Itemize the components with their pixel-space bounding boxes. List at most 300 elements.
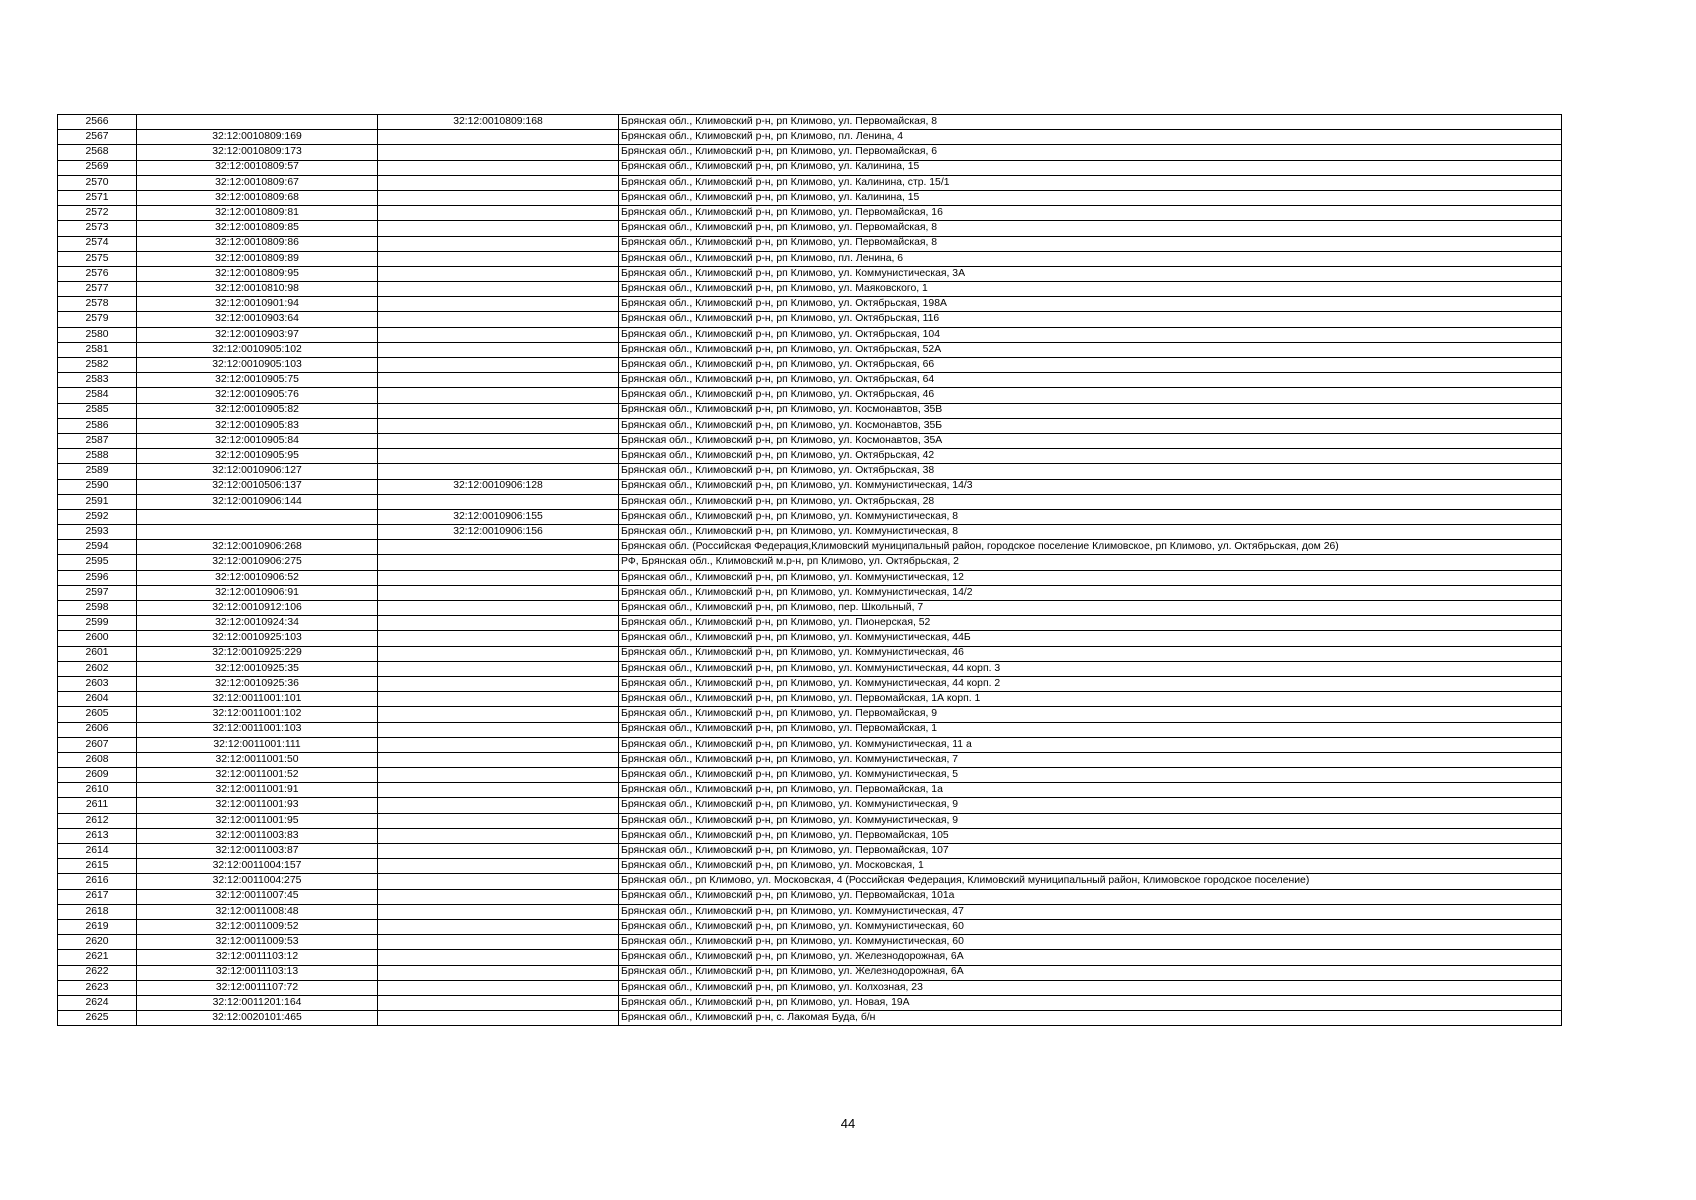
row-number-cell: 2578 bbox=[58, 297, 137, 312]
linked-cadastral-number-cell bbox=[378, 844, 619, 859]
table-row bbox=[58, 919, 1562, 934]
cadastral-number-cell: 32:12:0011007:45 bbox=[137, 889, 378, 904]
cadastral-number-cell: 32:12:0010906:52 bbox=[137, 570, 378, 585]
row-number-cell: 2594 bbox=[58, 540, 137, 555]
table-row bbox=[58, 221, 1562, 236]
row-number-cell: 2576 bbox=[58, 266, 137, 281]
row-number-cell: 2612 bbox=[58, 813, 137, 828]
table-row bbox=[58, 631, 1562, 646]
address-cell: Брянская обл., Климовский р-н, рп Климово, ул. Первомайская, 1 bbox=[619, 722, 1562, 737]
linked-cadastral-number-cell: 32:12:0010809:168 bbox=[378, 115, 619, 130]
cadastral-number-cell: 32:12:0010905:102 bbox=[137, 342, 378, 357]
linked-cadastral-number-cell bbox=[378, 251, 619, 266]
row-number-cell: 2604 bbox=[58, 692, 137, 707]
address-cell: Брянская обл., Климовский р-н, рп Климово, ул. Первомайская, 101а bbox=[619, 889, 1562, 904]
cadastral-number-cell: 32:12:0010906:275 bbox=[137, 555, 378, 570]
table-row bbox=[58, 373, 1562, 388]
address-cell: Брянская обл., Климовский р-н, рп Климово, ул. Коммунистическая, 60 bbox=[619, 935, 1562, 950]
address-cell: Брянская обл., Климовский р-н, рп Климово, ул. Октябрьская, 38 bbox=[619, 464, 1562, 479]
address-cell: Брянская обл., Климовский р-н, рп Климово, ул. Московская, 1 bbox=[619, 859, 1562, 874]
cadastral-number-cell: 32:12:0011003:87 bbox=[137, 844, 378, 859]
address-cell: Брянская обл., Климовский р-н, рп Климово, ул. Новая, 19А bbox=[619, 995, 1562, 1010]
linked-cadastral-number-cell bbox=[378, 160, 619, 175]
row-number-cell: 2605 bbox=[58, 707, 137, 722]
linked-cadastral-number-cell bbox=[378, 813, 619, 828]
linked-cadastral-number-cell bbox=[378, 995, 619, 1010]
linked-cadastral-number-cell bbox=[378, 585, 619, 600]
table-row bbox=[58, 783, 1562, 798]
cadastral-number-cell: 32:12:0011003:83 bbox=[137, 828, 378, 843]
table-row bbox=[58, 509, 1562, 524]
address-cell: Брянская обл., Климовский р-н, рп Климово, пл. Ленина, 6 bbox=[619, 251, 1562, 266]
address-cell: РФ, Брянская обл., Климовский м.р-н, рп Климово, ул. Октябрьская, 2 bbox=[619, 555, 1562, 570]
linked-cadastral-number-cell bbox=[378, 494, 619, 509]
row-number-cell: 2571 bbox=[58, 190, 137, 205]
address-cell: Брянская обл., Климовский р-н, рп Климово, ул. Коммунистическая, 9 bbox=[619, 798, 1562, 813]
table-row bbox=[58, 935, 1562, 950]
address-cell: Брянская обл., Климовский р-н, рп Климово, ул. Коммунистическая, 46 bbox=[619, 646, 1562, 661]
table-row bbox=[58, 616, 1562, 631]
linked-cadastral-number-cell bbox=[378, 828, 619, 843]
row-number-cell: 2585 bbox=[58, 403, 137, 418]
address-cell: Брянская обл., Климовский р-н, рп Климово, ул. Коммунистическая, 47 bbox=[619, 904, 1562, 919]
table-row bbox=[58, 160, 1562, 175]
linked-cadastral-number-cell bbox=[378, 904, 619, 919]
cadastral-number-cell: 32:12:0010809:95 bbox=[137, 266, 378, 281]
address-cell: Брянская обл., Климовский р-н, рп Климово, ул. Октябрьская, 66 bbox=[619, 358, 1562, 373]
address-cell: Брянская обл., Климовский р-н, рп Климово, ул. Октябрьская, 64 bbox=[619, 373, 1562, 388]
row-number-cell: 2586 bbox=[58, 418, 137, 433]
linked-cadastral-number-cell bbox=[378, 950, 619, 965]
table-row bbox=[58, 327, 1562, 342]
address-cell: Брянская обл., Климовский р-н, рп Климово, ул. Коммунистическая, 5 bbox=[619, 768, 1562, 783]
linked-cadastral-number-cell bbox=[378, 980, 619, 995]
table-row bbox=[58, 342, 1562, 357]
registry-table bbox=[57, 114, 1562, 1026]
cadastral-number-cell: 32:12:0010809:57 bbox=[137, 160, 378, 175]
cadastral-number-cell: 32:12:0010809:81 bbox=[137, 206, 378, 221]
cadastral-number-cell: 32:12:0010905:103 bbox=[137, 358, 378, 373]
address-cell: Брянская обл., Климовский р-н, рп Климово, ул. Космонавтов, 35Б bbox=[619, 418, 1562, 433]
cadastral-number-cell: 32:12:0010809:86 bbox=[137, 236, 378, 251]
address-cell: Брянская обл., Климовский р-н, рп Климово, ул. Октябрьская, 198А bbox=[619, 297, 1562, 312]
linked-cadastral-number-cell: 32:12:0010906:155 bbox=[378, 509, 619, 524]
address-cell: Брянская обл., Климовский р-н, рп Климово, ул. Первомайская, 6 bbox=[619, 145, 1562, 160]
linked-cadastral-number-cell bbox=[378, 692, 619, 707]
address-cell: Брянская обл., Климовский р-н, рп Климово, ул. Октябрьская, 116 bbox=[619, 312, 1562, 327]
linked-cadastral-number-cell bbox=[378, 327, 619, 342]
table-row bbox=[58, 358, 1562, 373]
table-row bbox=[58, 798, 1562, 813]
row-number-cell: 2592 bbox=[58, 509, 137, 524]
address-cell: Брянская обл., Климовский р-н, рп Климово, ул. Коммунистическая, 44 корп. 3 bbox=[619, 661, 1562, 676]
linked-cadastral-number-cell bbox=[378, 221, 619, 236]
table-row bbox=[58, 692, 1562, 707]
table-row bbox=[58, 418, 1562, 433]
address-cell: Брянская обл., Климовский р-н, рп Климово, ул. Коммунистическая, 11 а bbox=[619, 737, 1562, 752]
row-number-cell: 2623 bbox=[58, 980, 137, 995]
cadastral-number-cell: 32:12:0011001:52 bbox=[137, 768, 378, 783]
cadastral-number-cell: 32:12:0010905:95 bbox=[137, 449, 378, 464]
linked-cadastral-number-cell bbox=[378, 798, 619, 813]
table-row bbox=[58, 282, 1562, 297]
cadastral-number-cell bbox=[137, 509, 378, 524]
cadastral-number-cell: 32:12:0011103:12 bbox=[137, 950, 378, 965]
cadastral-number-cell: 32:12:0010906:144 bbox=[137, 494, 378, 509]
cadastral-number-cell: 32:12:0010905:83 bbox=[137, 418, 378, 433]
linked-cadastral-number-cell bbox=[378, 874, 619, 889]
address-cell: Брянская обл., Климовский р-н, рп Климово, ул. Первомайская, 105 bbox=[619, 828, 1562, 843]
address-cell: Брянская обл., Климовский р-н, рп Климово, ул. Колхозная, 23 bbox=[619, 980, 1562, 995]
cadastral-number-cell: 32:12:0011001:50 bbox=[137, 752, 378, 767]
cadastral-number-cell: 32:12:0010809:173 bbox=[137, 145, 378, 160]
table-row bbox=[58, 464, 1562, 479]
row-number-cell: 2590 bbox=[58, 479, 137, 494]
cadastral-number-cell: 32:12:0011001:103 bbox=[137, 722, 378, 737]
cadastral-number-cell: 32:12:0010925:36 bbox=[137, 676, 378, 691]
row-number-cell: 2614 bbox=[58, 844, 137, 859]
table-row bbox=[58, 206, 1562, 221]
row-number-cell: 2603 bbox=[58, 676, 137, 691]
cadastral-number-cell: 32:12:0011201:164 bbox=[137, 995, 378, 1010]
table-row bbox=[58, 889, 1562, 904]
table-row bbox=[58, 844, 1562, 859]
cadastral-number-cell: 32:12:0010809:85 bbox=[137, 221, 378, 236]
address-cell: Брянская обл., Климовский р-н, рп Климово, ул. Коммунистическая, 12 bbox=[619, 570, 1562, 585]
table-row bbox=[58, 768, 1562, 783]
address-cell: Брянская обл., Климовский р-н, рп Климово, ул. Железнодорожная, 6А bbox=[619, 965, 1562, 980]
table-row bbox=[58, 904, 1562, 919]
table-row bbox=[58, 661, 1562, 676]
row-number-cell: 2625 bbox=[58, 1011, 137, 1026]
cadastral-number-cell: 32:12:0010809:68 bbox=[137, 190, 378, 205]
row-number-cell: 2618 bbox=[58, 904, 137, 919]
cadastral-number-cell: 32:12:0010905:76 bbox=[137, 388, 378, 403]
cadastral-number-cell: 32:12:0011107:72 bbox=[137, 980, 378, 995]
row-number-cell: 2580 bbox=[58, 327, 137, 342]
row-number-cell: 2606 bbox=[58, 722, 137, 737]
table-row bbox=[58, 722, 1562, 737]
address-cell: Брянская обл., Климовский р-н, рп Климово, ул. Первомайская, 8 bbox=[619, 221, 1562, 236]
linked-cadastral-number-cell bbox=[378, 449, 619, 464]
address-cell: Брянская обл., Климовский р-н, с. Лакомая Буда, б/н bbox=[619, 1011, 1562, 1026]
cadastral-number-cell: 32:12:0011009:52 bbox=[137, 919, 378, 934]
table-row bbox=[58, 115, 1562, 130]
linked-cadastral-number-cell bbox=[378, 418, 619, 433]
cadastral-number-cell: 32:12:0010925:103 bbox=[137, 631, 378, 646]
linked-cadastral-number-cell bbox=[378, 737, 619, 752]
row-number-cell: 2596 bbox=[58, 570, 137, 585]
linked-cadastral-number-cell bbox=[378, 783, 619, 798]
linked-cadastral-number-cell bbox=[378, 676, 619, 691]
address-cell: Брянская обл., Климовский р-н, рп Климово, пл. Ленина, 4 bbox=[619, 130, 1562, 145]
linked-cadastral-number-cell: 32:12:0010906:128 bbox=[378, 479, 619, 494]
row-number-cell: 2582 bbox=[58, 358, 137, 373]
row-number-cell: 2591 bbox=[58, 494, 137, 509]
row-number-cell: 2567 bbox=[58, 130, 137, 145]
address-cell: Брянская обл., Климовский р-н, рп Климово, ул. Железнодорожная, 6А bbox=[619, 950, 1562, 965]
linked-cadastral-number-cell bbox=[378, 768, 619, 783]
row-number-cell: 2579 bbox=[58, 312, 137, 327]
linked-cadastral-number-cell bbox=[378, 297, 619, 312]
linked-cadastral-number-cell: 32:12:0010906:156 bbox=[378, 525, 619, 540]
table-row bbox=[58, 190, 1562, 205]
linked-cadastral-number-cell bbox=[378, 616, 619, 631]
linked-cadastral-number-cell bbox=[378, 919, 619, 934]
linked-cadastral-number-cell bbox=[378, 661, 619, 676]
linked-cadastral-number-cell bbox=[378, 859, 619, 874]
address-cell: Брянская обл., Климовский р-н, рп Климово, ул. Космонавтов, 35А bbox=[619, 433, 1562, 448]
table-row bbox=[58, 950, 1562, 965]
row-number-cell: 2600 bbox=[58, 631, 137, 646]
linked-cadastral-number-cell bbox=[378, 722, 619, 737]
linked-cadastral-number-cell bbox=[378, 236, 619, 251]
table-row bbox=[58, 813, 1562, 828]
linked-cadastral-number-cell bbox=[378, 388, 619, 403]
linked-cadastral-number-cell bbox=[378, 646, 619, 661]
cadastral-number-cell: 32:12:0010506:137 bbox=[137, 479, 378, 494]
linked-cadastral-number-cell bbox=[378, 190, 619, 205]
cadastral-number-cell: 32:12:0011001:111 bbox=[137, 737, 378, 752]
table-row bbox=[58, 297, 1562, 312]
cadastral-number-cell: 32:12:0010925:35 bbox=[137, 661, 378, 676]
cadastral-number-cell: 32:12:0010903:97 bbox=[137, 327, 378, 342]
linked-cadastral-number-cell bbox=[378, 889, 619, 904]
cadastral-number-cell: 32:12:0010912:106 bbox=[137, 601, 378, 616]
row-number-cell: 2621 bbox=[58, 950, 137, 965]
table-row bbox=[58, 980, 1562, 995]
cadastral-number-cell: 32:12:0011001:102 bbox=[137, 707, 378, 722]
row-number-cell: 2566 bbox=[58, 115, 137, 130]
linked-cadastral-number-cell bbox=[378, 935, 619, 950]
table-row bbox=[58, 388, 1562, 403]
address-cell: Брянская обл., Климовский р-н, рп Климово, ул. Октябрьская, 104 bbox=[619, 327, 1562, 342]
address-cell: Брянская обл., Климовский р-н, рп Климово, ул. Коммунистическая, 14/3 bbox=[619, 479, 1562, 494]
row-number-cell: 2569 bbox=[58, 160, 137, 175]
linked-cadastral-number-cell bbox=[378, 312, 619, 327]
cadastral-number-cell: 32:12:0010905:75 bbox=[137, 373, 378, 388]
linked-cadastral-number-cell bbox=[378, 433, 619, 448]
row-number-cell: 2587 bbox=[58, 433, 137, 448]
row-number-cell: 2577 bbox=[58, 282, 137, 297]
address-cell: Брянская обл., Климовский р-н, рп Климово, ул. Коммунистическая, 8 bbox=[619, 525, 1562, 540]
row-number-cell: 2568 bbox=[58, 145, 137, 160]
table-row bbox=[58, 479, 1562, 494]
linked-cadastral-number-cell bbox=[378, 631, 619, 646]
cadastral-number-cell: 32:12:0011001:91 bbox=[137, 783, 378, 798]
cadastral-number-cell: 32:12:0011001:95 bbox=[137, 813, 378, 828]
row-number-cell: 2598 bbox=[58, 601, 137, 616]
row-number-cell: 2609 bbox=[58, 768, 137, 783]
row-number-cell: 2622 bbox=[58, 965, 137, 980]
row-number-cell: 2617 bbox=[58, 889, 137, 904]
row-number-cell: 2574 bbox=[58, 236, 137, 251]
table-row bbox=[58, 312, 1562, 327]
table-row bbox=[58, 646, 1562, 661]
cadastral-number-cell: 32:12:0011103:13 bbox=[137, 965, 378, 980]
linked-cadastral-number-cell bbox=[378, 282, 619, 297]
address-cell: Брянская обл., Климовский р-н, рп Климово, ул. Октябрьская, 28 bbox=[619, 494, 1562, 509]
table-row bbox=[58, 601, 1562, 616]
linked-cadastral-number-cell bbox=[378, 464, 619, 479]
row-number-cell: 2570 bbox=[58, 175, 137, 190]
address-cell: Брянская обл., Климовский р-н, рп Климово, ул. Калинина, стр. 15/1 bbox=[619, 175, 1562, 190]
table-row bbox=[58, 707, 1562, 722]
address-cell: Брянская обл., Климовский р-н, рп Климово, ул. Первомайская, 9 bbox=[619, 707, 1562, 722]
address-cell: Брянская обл., Климовский р-н, рп Климово, ул. Первомайская, 107 bbox=[619, 844, 1562, 859]
table-row bbox=[58, 874, 1562, 889]
row-number-cell: 2616 bbox=[58, 874, 137, 889]
row-number-cell: 2610 bbox=[58, 783, 137, 798]
cadastral-number-cell: 32:12:0010924:34 bbox=[137, 616, 378, 631]
row-number-cell: 2581 bbox=[58, 342, 137, 357]
table-row bbox=[58, 585, 1562, 600]
linked-cadastral-number-cell bbox=[378, 707, 619, 722]
cadastral-number-cell: 32:12:0011009:53 bbox=[137, 935, 378, 950]
address-cell: Брянская обл., Климовский р-н, рп Климово, ул. Октябрьская, 52А bbox=[619, 342, 1562, 357]
table-row bbox=[58, 737, 1562, 752]
linked-cadastral-number-cell bbox=[378, 1011, 619, 1026]
address-cell: Брянская обл., Климовский р-н, рп Климово, ул. Калинина, 15 bbox=[619, 190, 1562, 205]
cadastral-number-cell: 32:12:0010905:82 bbox=[137, 403, 378, 418]
registry-table-body bbox=[58, 115, 1562, 1026]
row-number-cell: 2607 bbox=[58, 737, 137, 752]
table-row bbox=[58, 130, 1562, 145]
address-cell: Брянская обл., Климовский р-н, рп Климово, ул. Коммунистическая, 8 bbox=[619, 509, 1562, 524]
cadastral-number-cell: 32:12:0010905:84 bbox=[137, 433, 378, 448]
row-number-cell: 2597 bbox=[58, 585, 137, 600]
cadastral-number-cell: 32:12:0010906:91 bbox=[137, 585, 378, 600]
address-cell: Брянская обл., Климовский р-н, рп Климово, ул. Коммунистическая, 60 bbox=[619, 919, 1562, 934]
row-number-cell: 2615 bbox=[58, 859, 137, 874]
cadastral-number-cell: 32:12:0010906:127 bbox=[137, 464, 378, 479]
row-number-cell: 2573 bbox=[58, 221, 137, 236]
linked-cadastral-number-cell bbox=[378, 145, 619, 160]
address-cell: Брянская обл., Климовский р-н, рп Климово, ул. Коммунистическая, 7 bbox=[619, 752, 1562, 767]
row-number-cell: 2611 bbox=[58, 798, 137, 813]
cadastral-number-cell: 32:12:0010925:229 bbox=[137, 646, 378, 661]
address-cell: Брянская обл., Климовский р-н, рп Климово, ул. Космонавтов, 35В bbox=[619, 403, 1562, 418]
row-number-cell: 2572 bbox=[58, 206, 137, 221]
address-cell: Брянская обл., Климовский р-н, рп Климово, ул. Коммунистическая, 3А bbox=[619, 266, 1562, 281]
linked-cadastral-number-cell bbox=[378, 965, 619, 980]
linked-cadastral-number-cell bbox=[378, 342, 619, 357]
row-number-cell: 2583 bbox=[58, 373, 137, 388]
table-row bbox=[58, 251, 1562, 266]
cadastral-number-cell: 32:12:0011001:93 bbox=[137, 798, 378, 813]
address-cell: Брянская обл., Климовский р-н, рп Климово, ул. Первомайская, 8 bbox=[619, 236, 1562, 251]
table-row bbox=[58, 676, 1562, 691]
address-cell: Брянская обл., Климовский р-н, рп Климово, ул. Коммунистическая, 14/2 bbox=[619, 585, 1562, 600]
linked-cadastral-number-cell bbox=[378, 752, 619, 767]
address-cell: Брянская обл., Климовский р-н, рп Климово, пер. Школьный, 7 bbox=[619, 601, 1562, 616]
table-row bbox=[58, 433, 1562, 448]
linked-cadastral-number-cell bbox=[378, 601, 619, 616]
cadastral-number-cell: 32:12:0010809:89 bbox=[137, 251, 378, 266]
row-number-cell: 2613 bbox=[58, 828, 137, 843]
cadastral-number-cell: 32:12:0011004:275 bbox=[137, 874, 378, 889]
table-row bbox=[58, 995, 1562, 1010]
row-number-cell: 2602 bbox=[58, 661, 137, 676]
address-cell: Брянская обл., Климовский р-н, рп Климово, ул. Первомайская, 16 bbox=[619, 206, 1562, 221]
cadastral-number-cell bbox=[137, 115, 378, 130]
cadastral-number-cell: 32:12:0011001:101 bbox=[137, 692, 378, 707]
address-cell: Брянская обл., Климовский р-н, рп Климово, ул. Коммунистическая, 44 корп. 2 bbox=[619, 676, 1562, 691]
linked-cadastral-number-cell bbox=[378, 403, 619, 418]
page-number: 44 bbox=[840, 1116, 856, 1131]
cadastral-number-cell: 32:12:0011004:157 bbox=[137, 859, 378, 874]
table-row bbox=[58, 449, 1562, 464]
address-cell: Брянская обл., Климовский р-н, рп Климово, ул. Первомайская, 1А корп. 1 bbox=[619, 692, 1562, 707]
address-cell: Брянская обл., Климовский р-н, рп Климово, ул. Октябрьская, 46 bbox=[619, 388, 1562, 403]
row-number-cell: 2608 bbox=[58, 752, 137, 767]
cadastral-number-cell: 32:12:0020101:465 bbox=[137, 1011, 378, 1026]
address-cell: Брянская обл., Климовский р-н, рп Климово, ул. Маяковского, 1 bbox=[619, 282, 1562, 297]
address-cell: Брянская обл., Климовский р-н, рп Климово, ул. Первомайская, 1а bbox=[619, 783, 1562, 798]
table-row bbox=[58, 859, 1562, 874]
row-number-cell: 2588 bbox=[58, 449, 137, 464]
cadastral-number-cell: 32:12:0010903:64 bbox=[137, 312, 378, 327]
cadastral-number-cell: 32:12:0010809:169 bbox=[137, 130, 378, 145]
table-row bbox=[58, 403, 1562, 418]
row-number-cell: 2620 bbox=[58, 935, 137, 950]
row-number-cell: 2593 bbox=[58, 525, 137, 540]
linked-cadastral-number-cell bbox=[378, 373, 619, 388]
address-cell: Брянская обл. (Российская Федерация,Климовский муниципальный район, городское поселение Климовское, рп Климово, ул. Октябрьская, дом 26) bbox=[619, 540, 1562, 555]
address-cell: Брянская обл., Климовский р-н, рп Климово, ул. Коммунистическая, 9 bbox=[619, 813, 1562, 828]
cadastral-number-cell bbox=[137, 525, 378, 540]
table-row bbox=[58, 525, 1562, 540]
address-cell: Брянская обл., Климовский р-н, рп Климово, ул. Коммунистическая, 44Б bbox=[619, 631, 1562, 646]
table-row bbox=[58, 494, 1562, 509]
row-number-cell: 2599 bbox=[58, 616, 137, 631]
row-number-cell: 2624 bbox=[58, 995, 137, 1010]
row-number-cell: 2575 bbox=[58, 251, 137, 266]
table-row bbox=[58, 570, 1562, 585]
address-cell: Брянская обл., Климовский р-н, рп Климово, ул. Октябрьская, 42 bbox=[619, 449, 1562, 464]
table-row bbox=[58, 828, 1562, 843]
address-cell: Брянская обл., рп Климово, ул. Московская, 4 (Российская Федерация, Климовский муниципальный район, Климовское городское поселение) bbox=[619, 874, 1562, 889]
row-number-cell: 2601 bbox=[58, 646, 137, 661]
cadastral-number-cell: 32:12:0010901:94 bbox=[137, 297, 378, 312]
table-row bbox=[58, 1011, 1562, 1026]
linked-cadastral-number-cell bbox=[378, 358, 619, 373]
linked-cadastral-number-cell bbox=[378, 206, 619, 221]
table-row bbox=[58, 752, 1562, 767]
linked-cadastral-number-cell bbox=[378, 175, 619, 190]
address-cell: Брянская обл., Климовский р-н, рп Климово, ул. Пионерская, 52 bbox=[619, 616, 1562, 631]
cadastral-number-cell: 32:12:0010810:98 bbox=[137, 282, 378, 297]
row-number-cell: 2584 bbox=[58, 388, 137, 403]
table-row bbox=[58, 266, 1562, 281]
cadastral-number-cell: 32:12:0011008:48 bbox=[137, 904, 378, 919]
cadastral-number-cell: 32:12:0010906:268 bbox=[137, 540, 378, 555]
linked-cadastral-number-cell bbox=[378, 570, 619, 585]
linked-cadastral-number-cell bbox=[378, 555, 619, 570]
table-row bbox=[58, 965, 1562, 980]
table-row bbox=[58, 145, 1562, 160]
table-row bbox=[58, 175, 1562, 190]
address-cell: Брянская обл., Климовский р-н, рп Климово, ул. Первомайская, 8 bbox=[619, 115, 1562, 130]
row-number-cell: 2595 bbox=[58, 555, 137, 570]
linked-cadastral-number-cell bbox=[378, 540, 619, 555]
row-number-cell: 2619 bbox=[58, 919, 137, 934]
row-number-cell: 2589 bbox=[58, 464, 137, 479]
table-row bbox=[58, 555, 1562, 570]
table-row bbox=[58, 236, 1562, 251]
cadastral-number-cell: 32:12:0010809:67 bbox=[137, 175, 378, 190]
linked-cadastral-number-cell bbox=[378, 266, 619, 281]
